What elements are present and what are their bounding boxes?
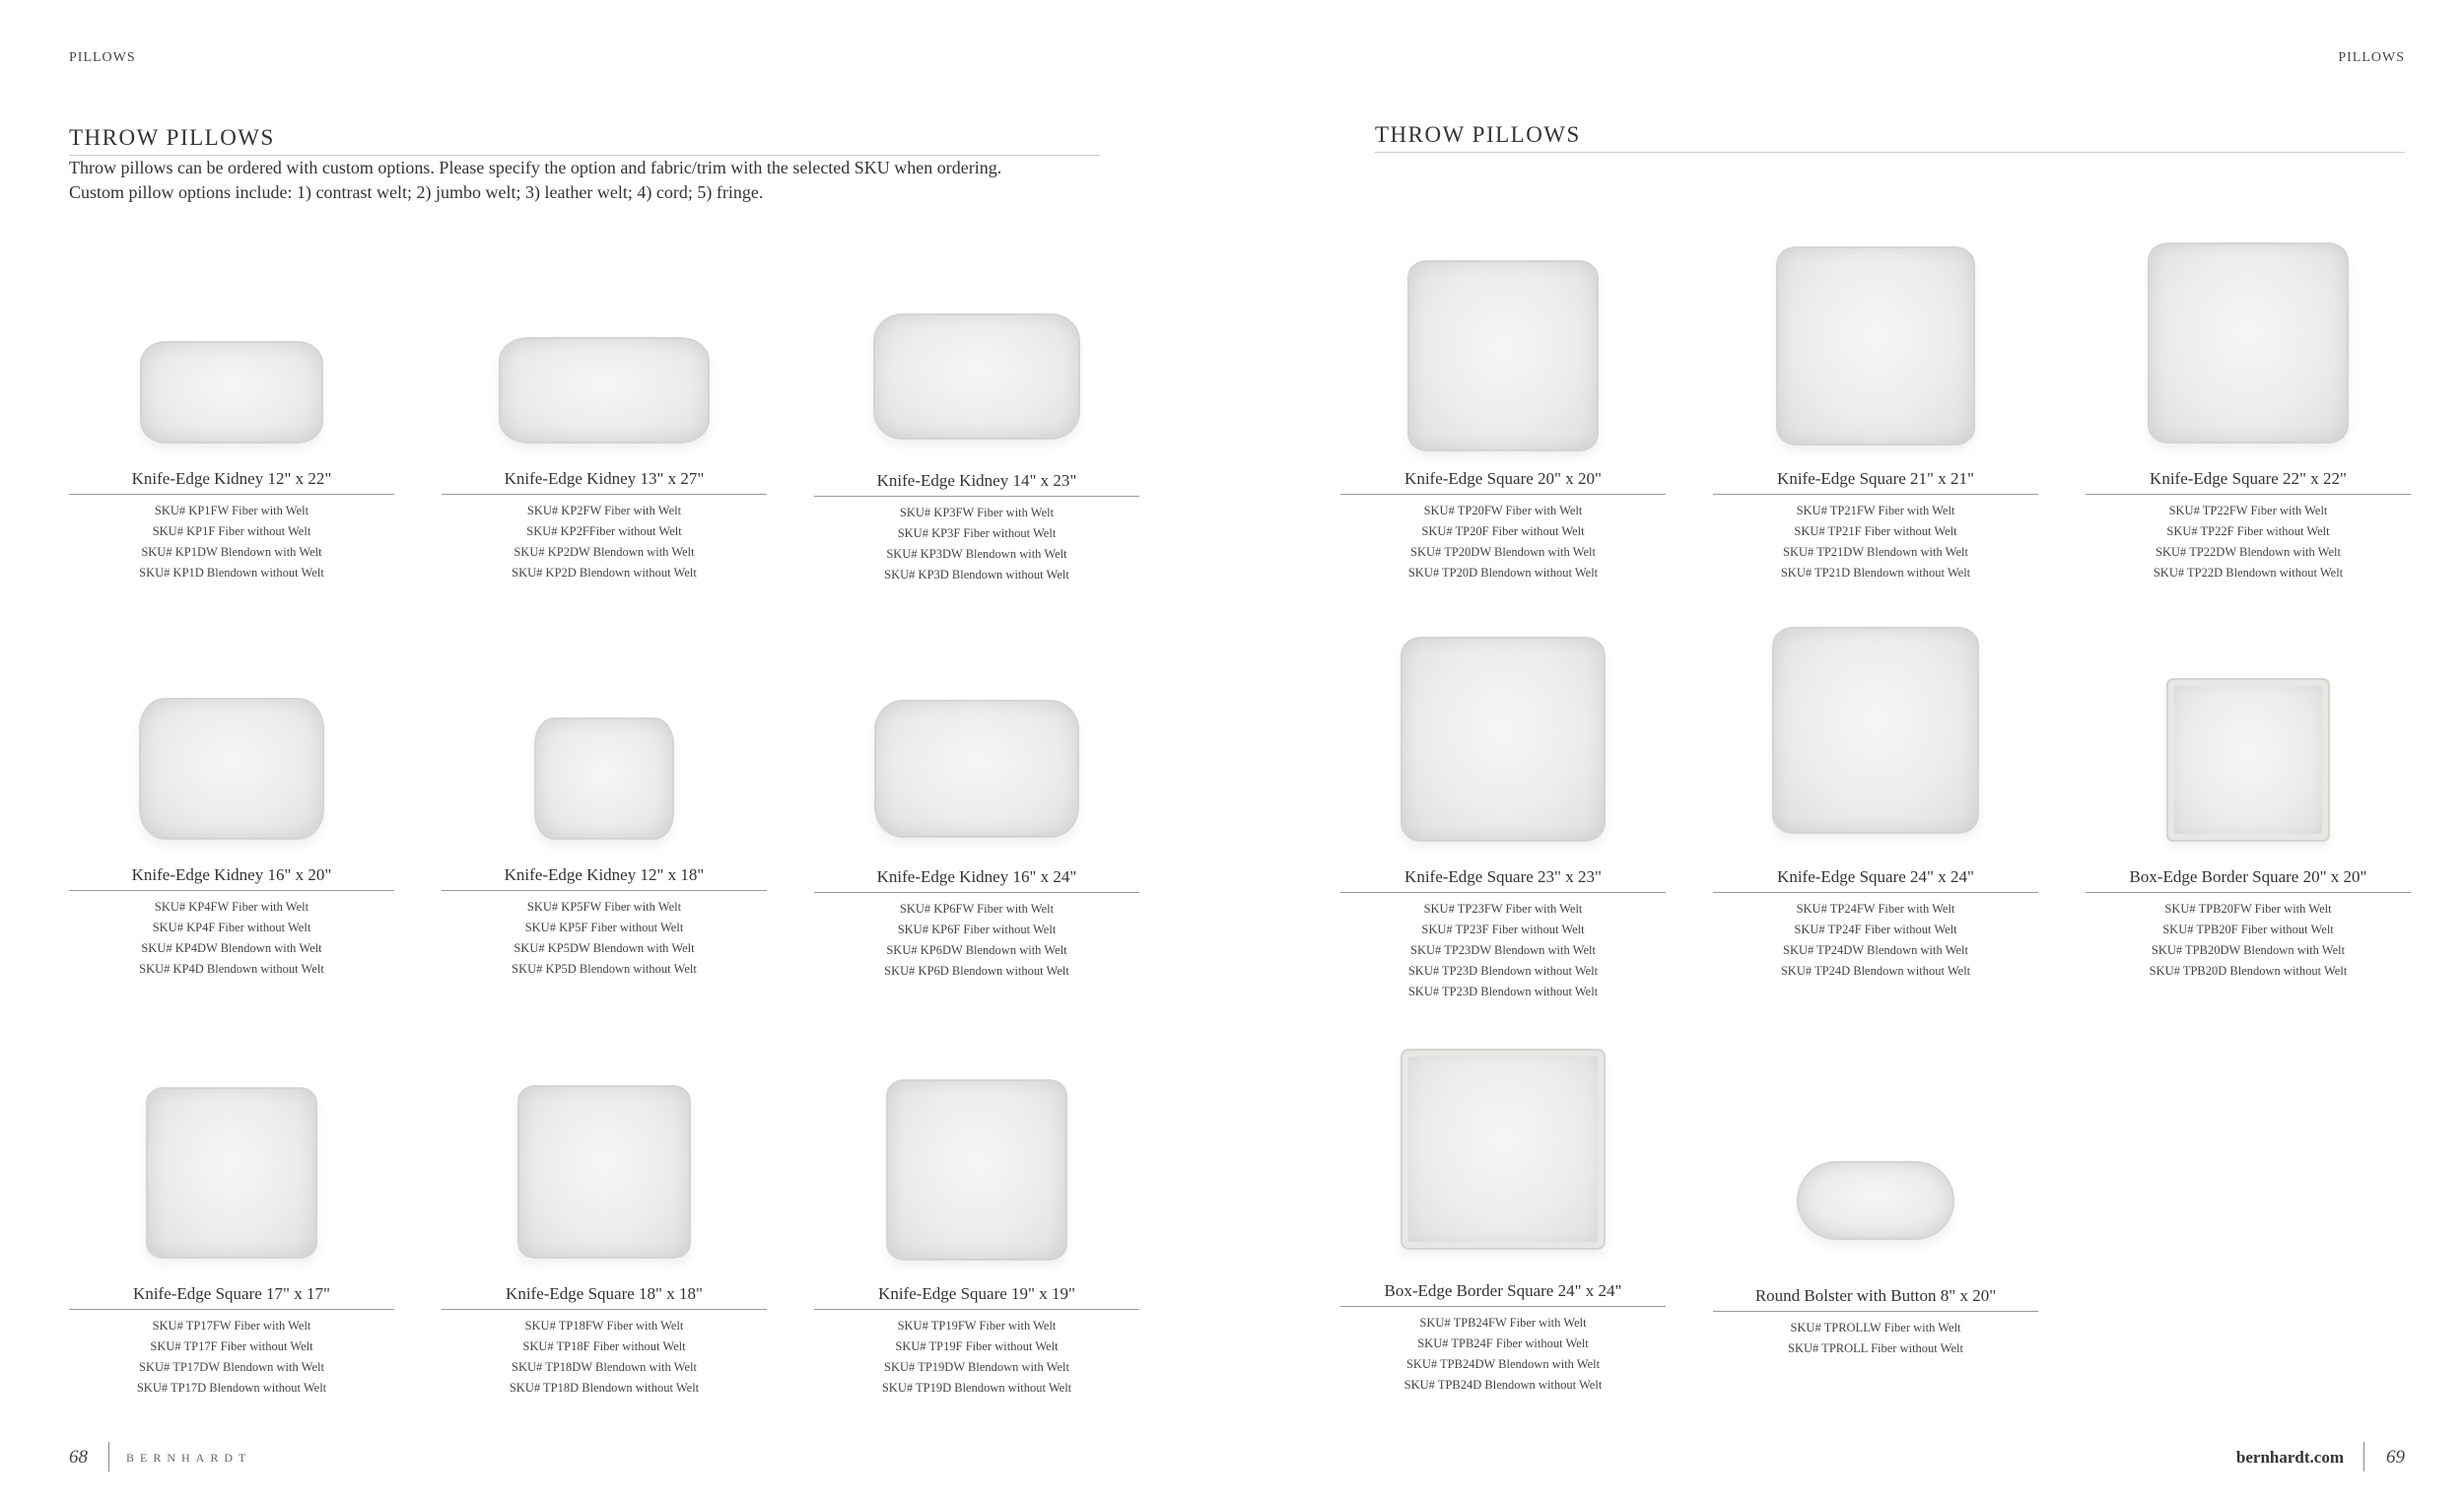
product-name: Knife-Edge Square 21" x 21"	[1713, 469, 2038, 495]
sku-list	[442, 897, 767, 980]
pillow-image	[1772, 627, 1979, 834]
sku-line: SKU# KP4D Blendown without Welt	[139, 962, 324, 976]
product-name: Knife-Edge Square 19" x 19"	[814, 1284, 1139, 1310]
sku-line: SKU# TP24D Blendown without Welt	[1780, 964, 1971, 978]
sku-list	[442, 1316, 767, 1399]
sku-line: SKU# KP3FW Fiber with Welt	[899, 506, 1055, 519]
sku-line: SKU# TP18DW Blendown with Welt	[512, 1360, 697, 1374]
sku-line: SKU# TPB24F Fiber without Welt	[1417, 1336, 1589, 1350]
sku-line: SKU# KP5F Fiber without Welt	[524, 921, 684, 934]
sku-line: SKU# KP3F Fiber without Welt	[897, 526, 1057, 540]
sku-line: SKU# TP18D Blendown without Welt	[509, 1381, 700, 1395]
sku-line: SKU# TP22DW Blendown with Welt	[2156, 545, 2341, 559]
sku-line: SKU# KP6FW Fiber with Welt	[899, 902, 1055, 916]
product-card	[69, 649, 394, 980]
sku-line: SKU# TP22D Blendown without Welt	[2153, 566, 2344, 580]
sku-line: SKU# TP20DW Blendown with Welt	[1410, 545, 1596, 559]
sku-line: SKU# TP23D Blendown without Welt	[1407, 964, 1599, 978]
sku-line: SKU# TP19F Fiber without Welt	[895, 1339, 1059, 1353]
product-card	[442, 649, 767, 980]
product-card	[814, 254, 1139, 585]
product-card	[442, 1067, 767, 1399]
product-name: Knife-Edge Kidney 16" x 20"	[69, 865, 394, 891]
pillow-image	[517, 1085, 691, 1259]
pillow-image	[146, 1087, 317, 1259]
running-head-right: PILLOWS	[2338, 50, 2405, 65]
sku-line: SKU# TP23DW Blendown with Welt	[1410, 943, 1596, 957]
sku-list	[69, 897, 394, 980]
sku-line: SKU# KP6DW Blendown with Welt	[886, 943, 1067, 957]
pillow-image	[873, 313, 1080, 440]
page-number-left: 68	[69, 1447, 88, 1468]
sku-list	[442, 501, 767, 583]
sku-line: SKU# TP17FW Fiber with Welt	[152, 1319, 311, 1333]
pillow-image	[1776, 246, 1975, 445]
pillow-image	[1407, 260, 1599, 451]
product-card	[1340, 650, 1666, 1002]
footer-divider-left	[108, 1442, 109, 1472]
product-name: Knife-Edge Square 22" x 22"	[2086, 469, 2411, 495]
sku-line: SKU# TP21FW Fiber with Welt	[1796, 504, 1955, 517]
intro-line-2: Custom pillow options include: 1) contrast welt; 2) jumbo welt; 3) leather welt; 4) cord; 5) fringe.	[69, 182, 764, 202]
product-name: Knife-Edge Kidney 16" x 24"	[814, 867, 1139, 893]
sku-list	[1340, 1313, 1666, 1396]
sku-line: SKU# TPROLLW Fiber with Welt	[1790, 1321, 1961, 1335]
product-name: Knife-Edge Kidney 12" x 22"	[69, 469, 394, 495]
sku-list	[69, 1316, 394, 1399]
section-title-right: THROW PILLOWS	[1375, 122, 1581, 147]
sku-line: SKU# TP23FW Fiber with Welt	[1423, 902, 1583, 916]
sku-list	[814, 899, 1139, 982]
sku-line: SKU# TPB20DW Blendown with Welt	[2151, 943, 2346, 957]
sku-line: SKU# KP5D Blendown without Welt	[512, 962, 697, 976]
sku-line: SKU# KP2FW Fiber with Welt	[526, 504, 682, 517]
sku-line: SKU# TP21DW Blendown with Welt	[1783, 545, 1968, 559]
sku-line: SKU# TP19FW Fiber with Welt	[897, 1319, 1057, 1333]
product-name: Knife-Edge Square 24" x 24"	[1713, 867, 2038, 893]
sku-line: SKU# KP4FW Fiber with Welt	[154, 900, 309, 914]
sku-line: SKU# TP18F Fiber without Welt	[522, 1339, 686, 1353]
product-card	[814, 1067, 1139, 1399]
pillow-image	[499, 337, 710, 444]
footer-divider-right	[2363, 1442, 2364, 1472]
sku-line: SKU# TPB20D Blendown without Welt	[2149, 964, 2348, 978]
product-card	[1713, 1069, 2038, 1359]
sku-line: SKU# KP2FFiber without Welt	[526, 524, 682, 538]
sku-line: SKU# KP1F Fiber without Welt	[152, 524, 311, 538]
product-card	[69, 252, 394, 583]
product-card	[1713, 252, 2038, 583]
pillow-image	[874, 700, 1079, 838]
product-name: Knife-Edge Kidney 13" x 27"	[442, 469, 767, 495]
sku-list	[814, 1316, 1139, 1399]
sku-line: SKU# TP24DW Blendown with Welt	[1783, 943, 1968, 957]
sku-list	[814, 503, 1139, 585]
product-card	[1340, 1064, 1666, 1396]
pillow-image	[139, 698, 324, 840]
product-name: Knife-Edge Square 23" x 23"	[1340, 867, 1666, 893]
sku-line: SKU# TP18FW Fiber with Welt	[524, 1319, 684, 1333]
running-head-left: PILLOWS	[69, 50, 136, 65]
sku-list	[1340, 899, 1666, 1002]
intro-text	[69, 156, 1094, 205]
product-name: Box-Edge Border Square 24" x 24"	[1340, 1281, 1666, 1307]
sku-line: SKU# TP23F Fiber without Welt	[1421, 923, 1585, 936]
sku-line: SKU# KP3DW Blendown with Welt	[886, 547, 1067, 561]
pillow-image	[2148, 242, 2349, 444]
product-name: Knife-Edge Square 18" x 18"	[442, 1284, 767, 1310]
product-name: Knife-Edge Square 20" x 20"	[1340, 469, 1666, 495]
sku-line: SKU# TP20FW Fiber with Welt	[1423, 504, 1583, 517]
sku-line: SKU# KP6D Blendown without Welt	[884, 964, 1069, 978]
sku-line: SKU# KP5DW Blendown with Welt	[513, 941, 695, 955]
sku-line: SKU# TPROLL Fiber without Welt	[1788, 1341, 1963, 1355]
sku-line: SKU# KP1FW Fiber with Welt	[154, 504, 309, 517]
product-name: Box-Edge Border Square 20" x 20"	[2086, 867, 2411, 893]
pillow-image	[2166, 678, 2330, 842]
product-card	[1713, 650, 2038, 982]
sku-line: SKU# TPB20FW Fiber with Welt	[2164, 902, 2332, 916]
sku-list	[1713, 1318, 2038, 1359]
sku-line: SKU# KP2DW Blendown with Welt	[513, 545, 695, 559]
sku-line: SKU# TP19D Blendown without Welt	[881, 1381, 1072, 1395]
product-card	[814, 650, 1139, 982]
sku-line: SKU# TP24F Fiber without Welt	[1794, 923, 1957, 936]
sku-line: SKU# TP17DW Blendown with Welt	[139, 1360, 324, 1374]
sku-list	[1340, 501, 1666, 583]
sku-line: SKU# TPB24DW Blendown with Welt	[1405, 1357, 1601, 1371]
pillow-image	[1401, 637, 1606, 842]
sku-line: SKU# TP20D Blendown without Welt	[1407, 566, 1599, 580]
sku-line: SKU# TP22FW Fiber with Welt	[2168, 504, 2328, 517]
sku-line: SKU# TP23D Blendown without Welt	[1407, 985, 1599, 998]
product-name: Knife-Edge Square 17" x 17"	[69, 1284, 394, 1310]
sku-list	[69, 501, 394, 583]
sku-list	[1713, 501, 2038, 583]
product-card	[1340, 252, 1666, 583]
sku-line: SKU# KP2D Blendown without Welt	[512, 566, 697, 580]
sku-line: SKU# TPB24FW Fiber with Welt	[1419, 1316, 1587, 1330]
pillow-image	[534, 718, 674, 840]
product-name: Knife-Edge Kidney 14" x 23"	[814, 471, 1139, 497]
sku-list	[2086, 501, 2411, 583]
sku-line: SKU# KP3D Blendown without Welt	[884, 568, 1069, 582]
title-rule-right	[1375, 152, 2405, 153]
sku-line: SKU# TP21F Fiber without Welt	[1794, 524, 1957, 538]
product-card	[69, 1067, 394, 1399]
sku-line: SKU# KP5FW Fiber with Welt	[526, 900, 682, 914]
sku-line: SKU# TP17D Blendown without Welt	[136, 1381, 327, 1395]
sku-line: SKU# KP4F Fiber without Welt	[152, 921, 311, 934]
sku-line: SKU# KP6F Fiber without Welt	[897, 923, 1057, 936]
sku-list	[1713, 899, 2038, 982]
product-card	[442, 252, 767, 583]
sku-line: SKU# TP24FW Fiber with Welt	[1796, 902, 1955, 916]
section-title-left: THROW PILLOWS	[69, 125, 275, 150]
product-name: Knife-Edge Kidney 12" x 18"	[442, 865, 767, 891]
sku-line: SKU# TPB20F Fiber without Welt	[2162, 923, 2334, 936]
sku-line: SKU# TP20F Fiber without Welt	[1421, 524, 1585, 538]
intro-line-1: Throw pillows can be ordered with custom options. Please specify the option and fabric/trim with the selected SKU when ordering.	[69, 158, 1002, 177]
brand-wordmark: BERNHARDT	[126, 1451, 252, 1465]
sku-line: SKU# TP21D Blendown without Welt	[1780, 566, 1971, 580]
website-link[interactable]: bernhardt.com	[2235, 1448, 2344, 1467]
sku-line: SKU# KP4DW Blendown with Welt	[141, 941, 322, 955]
sku-list	[2086, 899, 2411, 982]
pillow-image	[1797, 1161, 1954, 1240]
pillow-image	[1401, 1049, 1606, 1250]
sku-line: SKU# TP19DW Blendown with Welt	[884, 1360, 1069, 1374]
page-number-right: 69	[2386, 1447, 2405, 1468]
sku-line: SKU# TP22F Fiber without Welt	[2166, 524, 2330, 538]
sku-line: SKU# TPB24D Blendown without Welt	[1403, 1378, 1603, 1392]
product-card	[2086, 252, 2411, 583]
product-card	[2086, 650, 2411, 982]
sku-line: SKU# KP1D Blendown without Welt	[139, 566, 324, 580]
product-name: Round Bolster with Button 8" x 20"	[1713, 1286, 2038, 1312]
sku-line: SKU# TP17F Fiber without Welt	[150, 1339, 313, 1353]
sku-line: SKU# KP1DW Blendown with Welt	[141, 545, 322, 559]
pillow-image	[140, 341, 323, 444]
pillow-image	[886, 1079, 1067, 1261]
